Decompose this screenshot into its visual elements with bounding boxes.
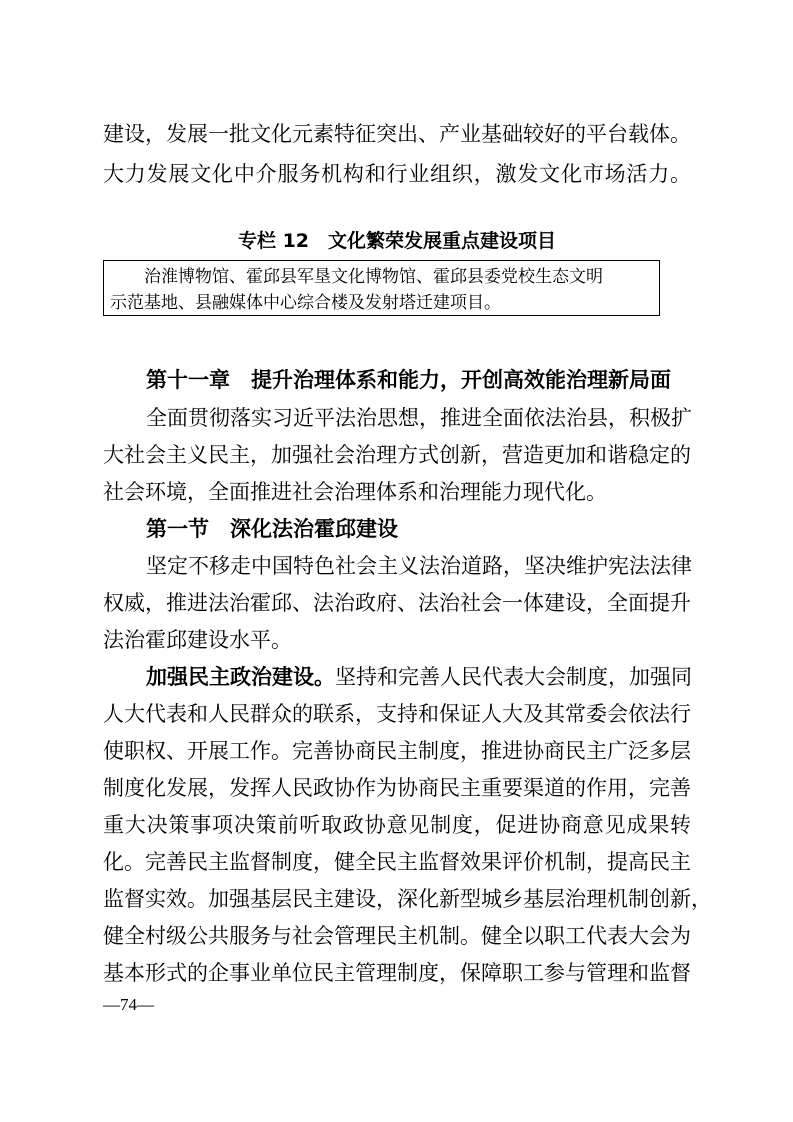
body-text-line: 全面贯彻落实习近平法治思想，推进全面依法治县，积极扩: [146, 406, 692, 430]
body-text-line: 坚定不移走中国特色社会主义法治道路，坚决维护宪法法律: [146, 554, 692, 578]
body-text-line: 监督实效。加强基层民主建设，深化新型城乡基层治理机制创新，: [103, 887, 712, 911]
paragraph-lead: 加强民主政治建设。: [146, 665, 335, 689]
body-text-line: 大力发展文化中介服务机构和行业组织，激发文化市场活力。: [103, 162, 691, 186]
chapter-title: 第十一章 提升治理体系和能力，开创高效能治理新局面: [146, 368, 671, 392]
body-text-line: 法治霍邱建设水平。: [103, 628, 292, 652]
body-text-line: 制度化发展，发挥人民政协作为协商民主重要渠道的作用，完善: [103, 776, 691, 800]
column-box: [103, 260, 660, 316]
body-text-line: 建设，发展一批文化元素特征突出、产业基础较好的平台载体。: [103, 122, 691, 146]
body-text-line: 使职权、开展工作。完善协商民主制度，推进协商民主广泛多层: [103, 739, 691, 763]
body-text-line: 化。完善民主监督制度，健全民主监督效果评价机制，提高民主: [103, 850, 691, 874]
section-title: 第一节 深化法治霍邱建设: [146, 517, 398, 541]
body-text-line: 权威，推进法治霍邱、法治政府、法治社会一体建设，全面提升: [103, 591, 691, 615]
body-text-line: 社会环境，全面推进社会治理体系和治理能力现代化。: [103, 480, 607, 504]
column-box-line: 示范基地、县融媒体中心综合楼及发射塔迁建项目。: [110, 293, 501, 313]
page-number: —74—: [103, 995, 154, 1014]
paragraph-first-line-rest: 坚持和完善人民代表大会制度，加强同: [335, 665, 692, 689]
paragraph-first-line: [146, 663, 691, 691]
column-box-title: 专栏 12 文化繁荣发展重点建设项目: [237, 230, 557, 252]
body-text-line: 健全村级公共服务与社会管理民主机制。健全以职工代表大会为: [103, 924, 691, 948]
body-text-line: 重大决策事项决策前听取政协意见制度，促进协商意见成果转: [103, 813, 691, 837]
body-text-line: 基本形式的企事业单位民主管理制度，保障职工参与管理和监督: [103, 961, 691, 985]
body-text-line: 人大代表和人民群众的联系，支持和保证人大及其常委会依法行: [103, 702, 691, 726]
body-text-line: 大社会主义民主，加强社会治理方式创新，营造更加和谐稳定的: [103, 443, 691, 467]
column-box-line: 治淮博物馆、霍邱县军垦文化博物馆、霍邱县委党校生态文明: [144, 267, 603, 287]
